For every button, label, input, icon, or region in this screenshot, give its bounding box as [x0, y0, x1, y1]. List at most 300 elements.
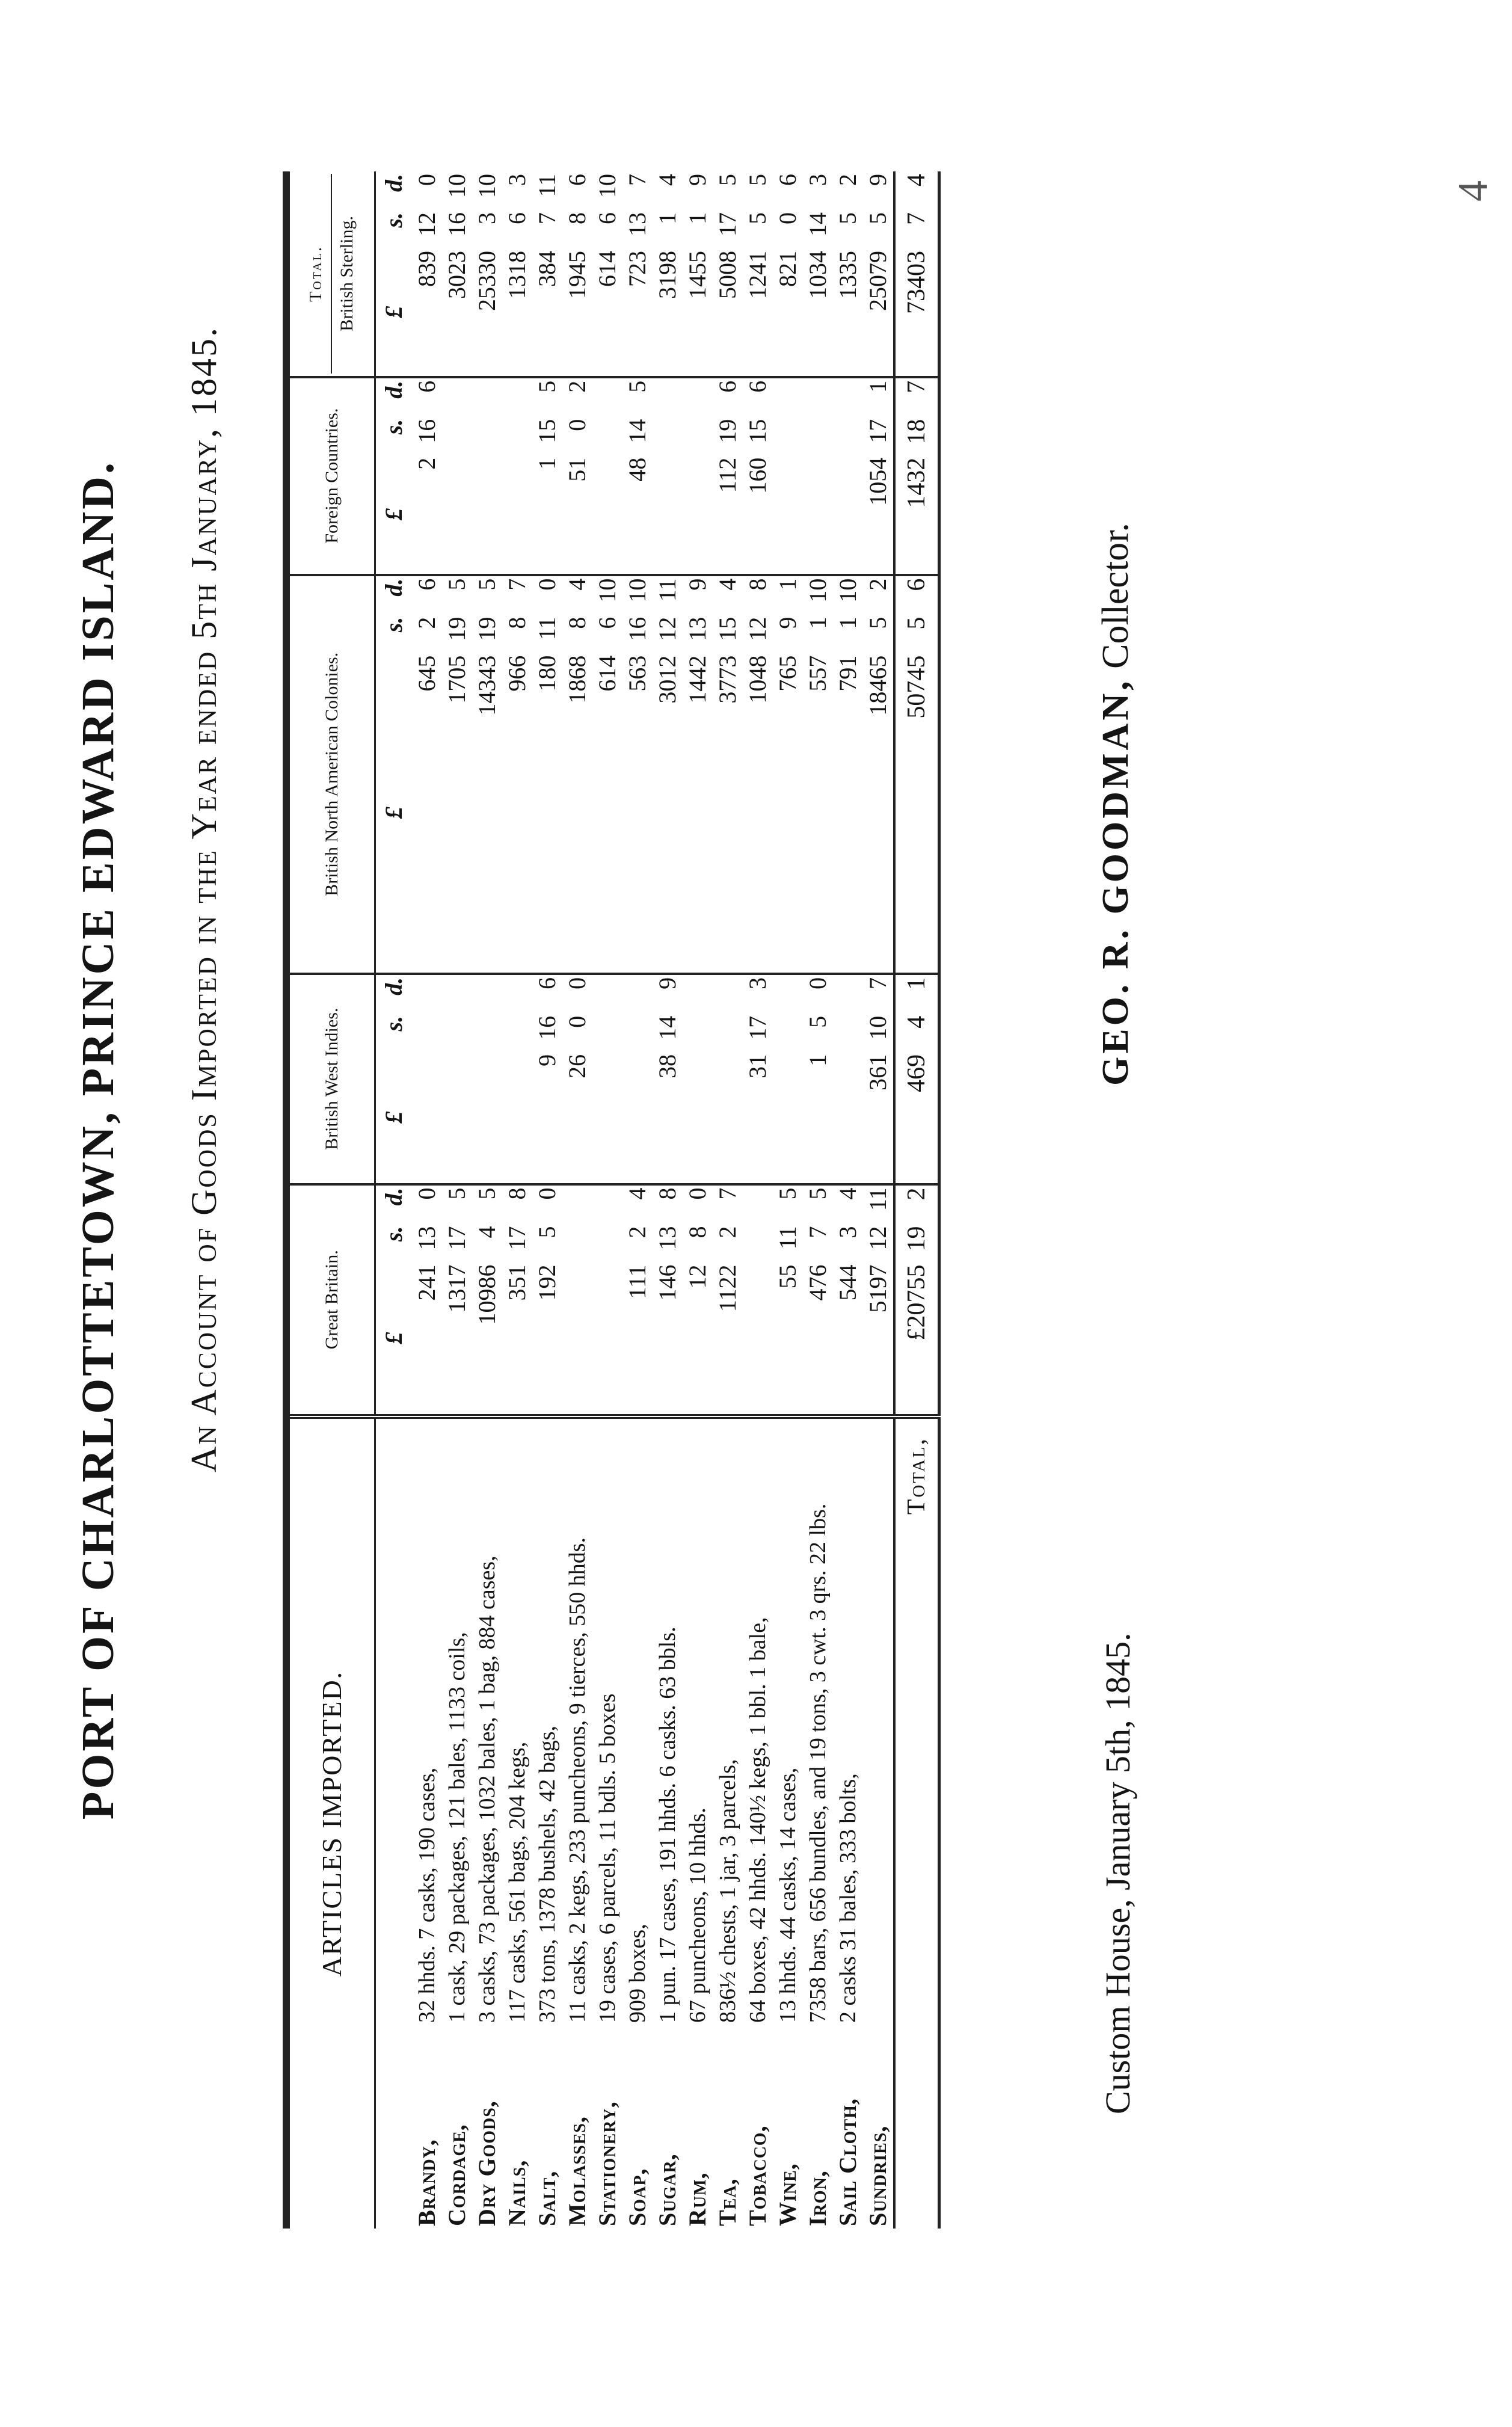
- cell-fc-pence: 2: [564, 380, 591, 393]
- total-wi-pence: 1: [894, 974, 939, 1014]
- cell-wi-shillings: [442, 1014, 472, 1052]
- cell-na-pence: 4: [564, 578, 591, 591]
- cell-gb-pence: 0: [684, 1187, 711, 1200]
- article-name: Tea,: [714, 2178, 741, 2226]
- cell-na-shillings: 16: [624, 617, 651, 641]
- cell-fc-pence: [472, 377, 502, 417]
- cell-total-pence: 5: [714, 174, 741, 186]
- table-row: [713, 171, 743, 2229]
- cell-total-pounds: 1241: [743, 248, 773, 377]
- cell-wi-shillings: [592, 1014, 622, 1052]
- cell-wi-pence: 0: [804, 977, 831, 989]
- cell-fc-pounds: [442, 455, 472, 575]
- cell-gb-pounds: 1317: [442, 1263, 472, 1417]
- header-great-britain: Great Britain.: [286, 1184, 375, 1417]
- total-fc-shillings: 18: [894, 417, 939, 455]
- cell-wi-pence: 7: [864, 977, 891, 989]
- cell-wi-pounds: 361: [863, 1052, 894, 1184]
- cell-fc-shillings: [683, 417, 713, 455]
- cell-wi-pence: [713, 974, 743, 1014]
- article-name: Cordage,: [443, 2124, 470, 2226]
- cell-total-pence: 9: [864, 174, 891, 186]
- cell-gb-pounds: 55: [773, 1263, 803, 1417]
- cell-wi-shillings: 14: [654, 1015, 681, 1040]
- cell-na-pence: 5: [443, 578, 470, 591]
- cell-gb-pounds: [592, 1263, 622, 1417]
- total-fc-pounds: 1432: [894, 455, 939, 575]
- cell-gb-pounds: [743, 1263, 773, 1417]
- cell-fc-pence: [502, 377, 532, 417]
- cell-wi-shillings: 5: [804, 1015, 831, 1028]
- article-description: 7358 bars, 656 bundles, and 19 tons, 3 cwt. 3 qrs. 22 lbs.: [805, 1503, 831, 2023]
- article-description: 2 casks 31 bales, 333 bolts,: [835, 1773, 861, 2023]
- cell-na-pence: 1: [774, 578, 801, 591]
- total-wi-pounds: 469: [894, 1052, 939, 1184]
- cell-total-pounds: 1034: [803, 248, 833, 377]
- header-sterling: British Sterling.: [337, 216, 357, 331]
- unit-wi-pounds: £: [375, 1052, 413, 1184]
- cell-na-pounds: 557: [803, 653, 833, 974]
- cell-fc-pounds: 1: [532, 455, 562, 575]
- custom-house-date: Custom House, January 5th, 1845.: [1098, 1632, 1137, 2114]
- cell-total-shillings: 17: [714, 212, 741, 236]
- cell-na-shillings: 5: [864, 617, 891, 629]
- cell-na-pounds: 1705: [442, 653, 472, 974]
- total-gb-shillings: 19: [894, 1224, 939, 1263]
- cell-fc-shillings: [803, 417, 833, 455]
- cell-na-pence: 0: [533, 578, 561, 591]
- cell-total-pounds: 384: [532, 248, 562, 377]
- cell-gb-pence: 8: [654, 1187, 681, 1200]
- cell-na-pounds: 180: [532, 653, 562, 974]
- cell-fc-shillings: [472, 417, 502, 455]
- cell-wi-shillings: [713, 1014, 743, 1052]
- cell-wi-pence: [683, 974, 713, 1014]
- cell-total-pence: 9: [684, 174, 711, 186]
- cell-gb-pence: 8: [503, 1187, 530, 1200]
- cell-fc-pounds: [502, 455, 532, 575]
- cell-total-pounds: 614: [592, 248, 622, 377]
- totals-label: Total,: [894, 1417, 939, 2229]
- unit-gb-pounds: £: [375, 1263, 413, 1417]
- cell-fc-shillings: 16: [413, 419, 440, 443]
- cell-na-pounds: 3773: [713, 653, 743, 974]
- cell-total-pence: 10: [594, 174, 621, 198]
- cell-wi-pence: [622, 974, 653, 1014]
- table-row: [622, 171, 653, 2229]
- cell-na-shillings: 2: [413, 617, 440, 629]
- cell-gb-shillings: 2: [714, 1226, 741, 1238]
- cell-na-pounds: 966: [502, 653, 532, 974]
- cell-total-pounds: 723: [622, 248, 653, 377]
- article-description: 64 boxes, 42 hhds. 140½ kegs, 1 bbl. 1 bale,: [745, 1617, 770, 2023]
- cell-na-pence: 10: [624, 578, 651, 603]
- cell-na-pounds: 3012: [653, 653, 683, 974]
- cell-wi-pounds: [713, 1052, 743, 1184]
- cell-wi-pence: 0: [564, 977, 591, 989]
- cell-gb-pence: 0: [413, 1187, 440, 1200]
- cell-fc-shillings: 0: [564, 419, 591, 431]
- cell-na-shillings: 1: [804, 617, 831, 629]
- cell-na-pounds: 18465: [863, 653, 894, 974]
- table-row: [773, 171, 803, 2229]
- header-north-america: British North American Colonies.: [286, 575, 375, 974]
- cell-wi-pence: [442, 974, 472, 1014]
- table-row: [442, 171, 472, 2229]
- cell-wi-pounds: [773, 1052, 803, 1184]
- cell-fc-shillings: [442, 417, 472, 455]
- cell-na-pounds: 765: [773, 653, 803, 974]
- cell-gb-pounds: 146: [653, 1263, 683, 1417]
- article-description: 1 pun. 17 cases, 191 hhds. 6 casks. 63 bbls.: [655, 1626, 680, 2023]
- margin-mark: 4: [1450, 180, 1496, 201]
- cell-na-shillings: 13: [684, 617, 711, 641]
- cell-gb-pence: 5: [774, 1187, 801, 1200]
- cell-na-pence: 10: [594, 578, 621, 603]
- article-description: [863, 1417, 894, 2025]
- cell-na-shillings: 15: [714, 617, 741, 641]
- unit-wi-shillings: s.: [380, 1015, 407, 1032]
- cell-fc-shillings: [592, 417, 622, 455]
- cell-gb-shillings: 4: [473, 1226, 500, 1238]
- unit-total-shillings: s.: [380, 212, 407, 228]
- cell-na-pounds: 1048: [743, 653, 773, 974]
- cell-total-shillings: 13: [624, 212, 651, 236]
- cell-fc-pounds: [833, 455, 863, 575]
- cell-total-pounds: 1455: [683, 248, 713, 377]
- cell-wi-pounds: [472, 1052, 502, 1184]
- cell-fc-pence: 5: [533, 380, 561, 393]
- article-description: 11 casks, 2 kegs, 233 puncheons, 9 tierces, 550 hhds.: [565, 1537, 590, 2023]
- cell-total-pounds: 25079: [863, 248, 894, 377]
- cell-gb-shillings: 2: [624, 1226, 651, 1238]
- cell-wi-shillings: 17: [744, 1015, 771, 1040]
- cell-wi-shillings: [833, 1014, 863, 1052]
- cell-total-pounds: 1335: [833, 248, 863, 377]
- article-description: 32 hhds. 7 casks, 190 cases,: [414, 1767, 440, 2023]
- cell-total-pence: 10: [443, 174, 470, 198]
- cell-total-shillings: 16: [443, 212, 470, 236]
- cell-wi-shillings: 16: [533, 1015, 561, 1040]
- total-na-pence: 6: [894, 575, 939, 615]
- cell-fc-pounds: [803, 455, 833, 575]
- cell-na-pounds: 614: [592, 653, 622, 974]
- cell-gb-pence: 11: [864, 1187, 891, 1211]
- cell-total-shillings: 5: [744, 212, 771, 224]
- table-row: [502, 171, 532, 2229]
- article-description: 13 hhds. 44 casks, 14 cases,: [775, 1767, 801, 2023]
- cell-gb-pounds: 351: [502, 1263, 532, 1417]
- cell-gb-shillings: 5: [533, 1226, 561, 1238]
- cell-na-pence: 2: [864, 578, 891, 591]
- cell-fc-pounds: [653, 455, 683, 575]
- article-description: 19 cases, 6 parcels, 11 bdls. 5 boxes: [595, 1693, 620, 2023]
- cell-gb-shillings: 13: [413, 1226, 440, 1250]
- cell-gb-shillings: 13: [654, 1226, 681, 1250]
- cell-na-pence: 11: [654, 578, 681, 602]
- cell-fc-pounds: 160: [743, 455, 773, 575]
- table-row: [833, 171, 863, 2229]
- cell-fc-pounds: [592, 455, 622, 575]
- article-name: Iron,: [804, 2170, 831, 2226]
- cell-fc-shillings: 15: [533, 419, 561, 443]
- cell-gb-pounds: 111: [622, 1263, 653, 1417]
- article-description: 836½ chests, 1 jar, 3 parcels,: [715, 1759, 740, 2023]
- cell-na-shillings: 19: [443, 617, 470, 641]
- cell-na-shillings: 12: [744, 617, 771, 641]
- cell-wi-pounds: [442, 1052, 472, 1184]
- header-total-label: Total.: [308, 174, 332, 374]
- article-description: 3 casks, 73 packages, 1032 bales, 1 bag, 884 cases,: [475, 1555, 500, 2023]
- total-wi-shillings: 4: [894, 1014, 939, 1052]
- header-foreign: Foreign Countries.: [286, 377, 375, 575]
- unit-na-pence: d.: [380, 578, 407, 597]
- cell-wi-shillings: 10: [864, 1015, 891, 1040]
- cell-wi-pounds: 1: [803, 1052, 833, 1184]
- cell-wi-pounds: 26: [562, 1052, 592, 1184]
- cell-gb-pounds: 192: [532, 1263, 562, 1417]
- unit-na-pounds: £: [375, 653, 413, 974]
- cell-na-shillings: 9: [774, 617, 801, 629]
- cell-total-shillings: 6: [503, 212, 530, 224]
- unit-gb-shillings: s.: [380, 1226, 407, 1242]
- cell-gb-shillings: 12: [864, 1226, 891, 1250]
- total-gb-pence: 2: [894, 1184, 939, 1224]
- collector-signature: [1095, 523, 1137, 1086]
- cell-fc-pounds: 48: [622, 455, 653, 575]
- cell-na-pounds: 14343: [472, 653, 502, 974]
- cell-wi-pence: [592, 974, 622, 1014]
- cell-total-shillings: 8: [564, 212, 591, 224]
- cell-total-pence: 4: [654, 174, 681, 186]
- cell-gb-pence: 5: [473, 1187, 500, 1200]
- cell-fc-pence: [653, 377, 683, 417]
- cell-gb-shillings: 3: [834, 1226, 861, 1238]
- cell-fc-shillings: 14: [624, 419, 651, 443]
- cell-fc-pence: [683, 377, 713, 417]
- cell-total-pounds: 1318: [502, 248, 532, 377]
- units-row: [375, 171, 413, 2229]
- unit-na-shillings: s.: [380, 617, 407, 633]
- cell-wi-pounds: 9: [532, 1052, 562, 1184]
- cell-wi-pence: 6: [533, 977, 561, 989]
- cell-total-shillings: 14: [804, 212, 831, 236]
- totals-row: [894, 171, 939, 2229]
- table-row: [653, 171, 683, 2229]
- cell-wi-shillings: [502, 1014, 532, 1052]
- cell-wi-pounds: 38: [653, 1052, 683, 1184]
- cell-fc-pounds: 112: [713, 455, 743, 575]
- cell-total-pounds: 3198: [653, 248, 683, 377]
- cell-wi-pounds: [622, 1052, 653, 1184]
- unit-fc-shillings: s.: [380, 419, 407, 435]
- cell-total-pounds: 5008: [713, 248, 743, 377]
- cell-fc-shillings: 15: [744, 419, 771, 443]
- cell-total-shillings: 12: [413, 212, 440, 236]
- cell-na-pence: 6: [413, 578, 440, 591]
- cell-gb-pounds: [562, 1263, 592, 1417]
- article-name: Sugar,: [654, 2153, 681, 2226]
- cell-fc-pence: 6: [413, 380, 440, 393]
- total-fc-pence: 7: [894, 377, 939, 417]
- article-description: 373 tons, 1378 bushels, 42 bags,: [535, 1726, 560, 2023]
- cell-total-pence: 11: [533, 174, 561, 197]
- cell-fc-pounds: [472, 455, 502, 575]
- cell-na-pence: 9: [684, 578, 711, 591]
- cell-na-shillings: 12: [654, 617, 681, 641]
- cell-total-shillings: 5: [864, 212, 891, 224]
- cell-na-shillings: 1: [834, 617, 861, 629]
- article-name: Molasses,: [564, 2116, 591, 2226]
- article-name: Wine,: [774, 2163, 801, 2226]
- table-row: [683, 171, 713, 2229]
- cell-total-shillings: 6: [594, 212, 621, 224]
- account-title: An Account of Goods Imported in the Year ended 5th January, 1845.: [184, 326, 224, 1472]
- article-name: Soap,: [624, 2168, 651, 2226]
- cell-na-shillings: 11: [533, 617, 561, 641]
- table-header-row: [286, 171, 375, 2229]
- cell-total-shillings: 1: [654, 212, 681, 224]
- cell-gb-pounds: 1122: [713, 1263, 743, 1417]
- cell-wi-shillings: [773, 1014, 803, 1052]
- unit-fc-pence: d.: [380, 380, 407, 399]
- cell-fc-pence: 6: [714, 380, 741, 393]
- cell-gb-pence: 4: [624, 1187, 651, 1200]
- cell-total-shillings: 7: [533, 212, 561, 224]
- cell-gb-pounds: 10986: [472, 1263, 502, 1417]
- cell-fc-pounds: 51: [562, 455, 592, 575]
- table-row: [592, 171, 622, 2229]
- cell-fc-pence: [833, 377, 863, 417]
- unit-total-pence: d.: [380, 174, 407, 192]
- unit-gb-pence: d.: [380, 1187, 407, 1206]
- cell-fc-shillings: 17: [864, 419, 891, 443]
- cell-total-pounds: 3023: [442, 248, 472, 377]
- cell-na-shillings: 6: [594, 617, 621, 629]
- article-description: 117 casks, 561 bags, 204 kegs,: [505, 1741, 530, 2023]
- cell-fc-shillings: 19: [714, 419, 741, 443]
- cell-fc-shillings: [833, 417, 863, 455]
- cell-gb-pence: [592, 1184, 622, 1224]
- unit-wi-pence: d.: [380, 977, 407, 995]
- cell-na-pounds: 1442: [683, 653, 713, 974]
- cell-na-pounds: 563: [622, 653, 653, 974]
- cell-gb-shillings: [592, 1224, 622, 1263]
- cell-fc-pounds: [683, 455, 713, 575]
- cell-wi-pounds: [833, 1052, 863, 1184]
- cell-wi-shillings: [622, 1014, 653, 1052]
- cell-wi-pence: [472, 974, 502, 1014]
- cell-na-pence: 7: [503, 578, 530, 591]
- table-row: [412, 171, 442, 2229]
- cell-total-pence: 3: [804, 174, 831, 186]
- table-row: [743, 171, 773, 2229]
- total-total-shillings: 7: [894, 210, 939, 248]
- article-name: Brandy,: [413, 2139, 440, 2226]
- table-row: [863, 171, 894, 2229]
- cell-wi-pounds: [502, 1052, 532, 1184]
- cell-gb-pence: 7: [714, 1187, 741, 1200]
- article-name: Rum,: [684, 2172, 711, 2226]
- units-blank: [375, 1417, 413, 2229]
- cell-fc-pence: 5: [624, 380, 651, 393]
- article-name: Sail Cloth,: [834, 2098, 861, 2226]
- cell-fc-pounds: [773, 455, 803, 575]
- cell-wi-shillings: 0: [564, 1015, 591, 1028]
- header-articles: ARTICLES IMPORTED.: [286, 1417, 375, 2229]
- cell-fc-pence: [442, 377, 472, 417]
- cell-gb-shillings: 8: [684, 1226, 711, 1238]
- cell-na-shillings: 8: [503, 617, 530, 629]
- cell-total-pounds: 25330: [472, 248, 502, 377]
- article-description: 67 puncheons, 10 hhds.: [685, 1807, 710, 2023]
- cell-na-pence: 8: [744, 578, 771, 591]
- cell-fc-pence: [592, 377, 622, 417]
- cell-total-pence: 6: [774, 174, 801, 186]
- total-total-pence: 4: [894, 171, 939, 210]
- cell-gb-shillings: [562, 1224, 592, 1263]
- cell-gb-pounds: 241: [412, 1263, 442, 1417]
- collector-name: GEO. R. GOODMAN,: [1095, 678, 1136, 1086]
- port-title: PORT OF CHARLOTTETOWN, PRINCE EDWARD ISLAND.: [73, 460, 123, 1820]
- cell-gb-pounds: 12: [683, 1263, 713, 1417]
- cell-gb-pence: 5: [443, 1187, 470, 1200]
- cell-wi-pounds: [592, 1052, 622, 1184]
- article-name: Salt,: [533, 2170, 561, 2226]
- cell-gb-pounds: 5197: [863, 1263, 894, 1417]
- cell-na-pounds: 791: [833, 653, 863, 974]
- total-na-shillings: 5: [894, 615, 939, 653]
- cell-fc-shillings: [502, 417, 532, 455]
- cell-gb-pence: 0: [533, 1187, 561, 1200]
- article-name: Nails,: [503, 2159, 530, 2226]
- cell-gb-pounds: 544: [833, 1263, 863, 1417]
- article-name: Dry Goods,: [473, 2100, 500, 2226]
- article-description: 1 cask, 29 packages, 121 bales, 1133 coils,: [444, 1632, 470, 2023]
- cell-fc-pence: 1: [864, 380, 891, 393]
- cell-fc-pounds: 1054: [863, 455, 894, 575]
- cell-gb-pence: [562, 1184, 592, 1224]
- cell-wi-pence: [833, 974, 863, 1014]
- total-na-pounds: 50745: [894, 653, 939, 974]
- cell-wi-shillings: [472, 1014, 502, 1052]
- cell-gb-pence: [743, 1184, 773, 1224]
- table-row: [562, 171, 592, 2229]
- cell-total-pence: 7: [624, 174, 651, 186]
- cell-na-shillings: 8: [564, 617, 591, 629]
- cell-na-pence: 5: [473, 578, 500, 591]
- cell-total-pence: 3: [503, 174, 530, 186]
- cell-fc-pounds: 2: [412, 455, 442, 575]
- cell-total-pounds: 1945: [562, 248, 592, 377]
- article-description: 909 boxes,: [625, 1924, 650, 2023]
- cell-gb-pence: 4: [834, 1187, 861, 1200]
- cell-total-shillings: 5: [834, 212, 861, 224]
- cell-fc-pence: [773, 377, 803, 417]
- cell-total-pounds: 839: [412, 248, 442, 377]
- cell-total-pence: 6: [564, 174, 591, 186]
- cell-gb-shillings: 7: [804, 1226, 831, 1238]
- table-row: [472, 171, 502, 2229]
- cell-gb-pence: 5: [804, 1187, 831, 1200]
- cell-wi-shillings: [412, 1014, 442, 1052]
- cell-na-pounds: 645: [412, 653, 442, 974]
- cell-wi-pounds: 31: [743, 1052, 773, 1184]
- cell-fc-shillings: [653, 417, 683, 455]
- cell-na-shillings: 19: [473, 617, 500, 641]
- cell-wi-pence: 3: [744, 977, 771, 989]
- table-row: [803, 171, 833, 2229]
